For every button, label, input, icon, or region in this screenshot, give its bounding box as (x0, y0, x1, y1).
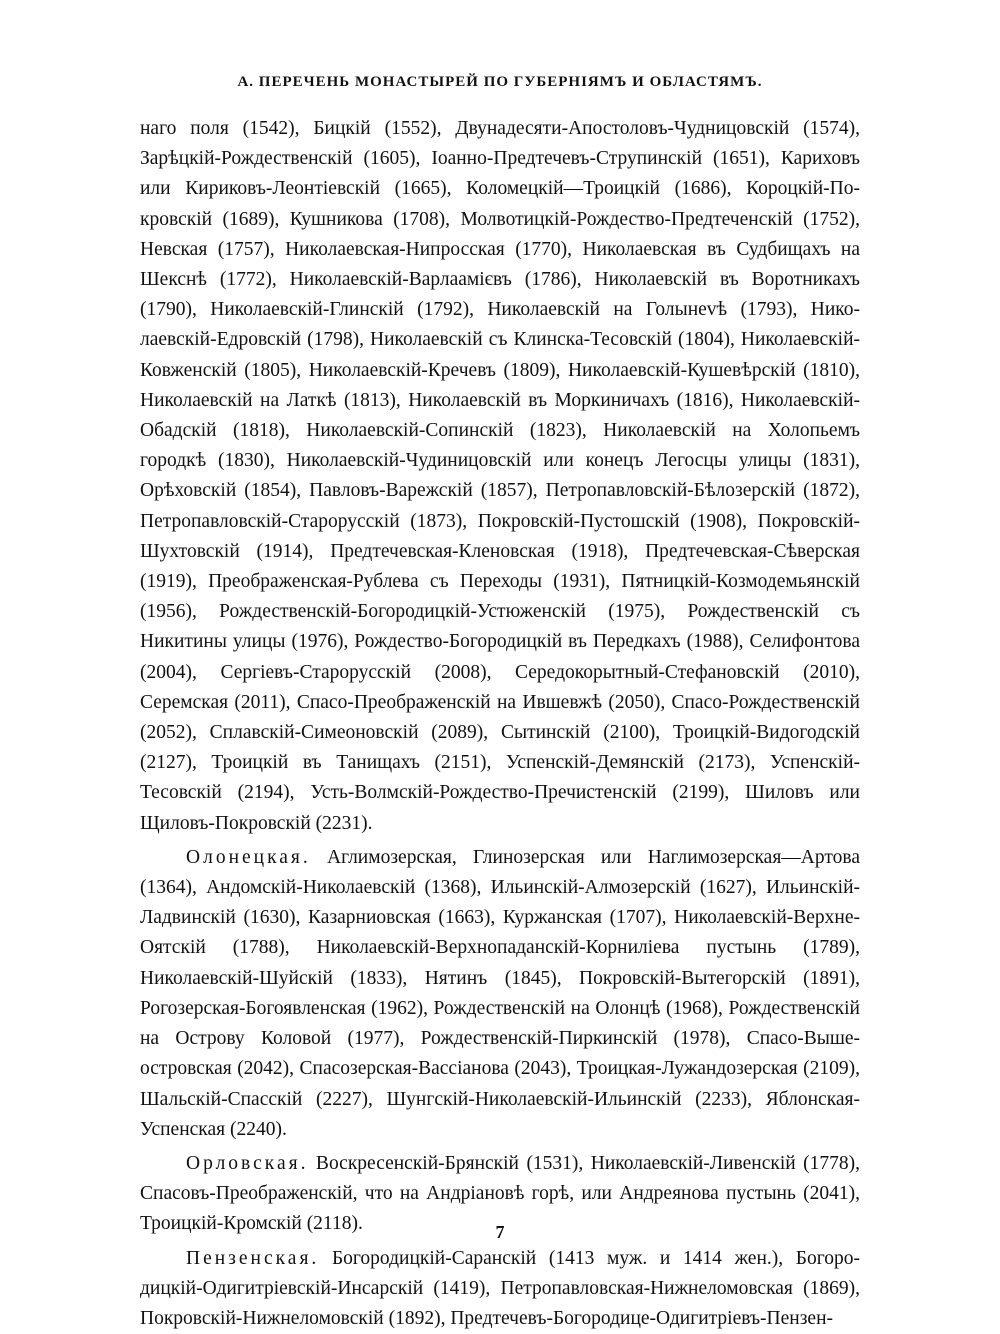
paragraph-text: Богородицкій-Саранскій (1413 муж. и 1414 жен.), Богородицкій-Одигитріевскій-Инсарскій (1419), Петропавловская-Нижнеломовская (1869), Покровскій-Нижнеломовскій (1892), Предтечевъ-Богородице-Одигитріевъ-Пензен- (140, 1247, 860, 1329)
governorate-name: Олонецкая. (186, 846, 311, 868)
governorate-name: Орловская. (186, 1152, 309, 1174)
governorate-name: Пензенская. (186, 1247, 320, 1269)
paragraph-penza (140, 1244, 860, 1334)
paragraph-novgorod-continued (140, 114, 860, 839)
paragraph-text: наго поля (1542), Бицкій (1552), Двунадесяти-Апостоловъ-Чудницовскій (1574), Зарѣцкій-Рождественскій (1605), Іоанно-Предтечевъ-Струпинскій (1651), Кариховъ или Кириковъ-Леонтіевскій (1665), Коломецкій—Троицкій (1686), Короцкій-Покровскій (1689), Кушникова (1708), Молвотицкій-Рождество-Предтеченскій (1752), Невская (1757), Николаевская-Нипросская (1770), Николаевская въ Судбищахъ на Шекснѣ (1772), Николаевскій-Варлаамієвъ (1786), Николаевскій въ Воротникахъ (1790), Николаевскій-Глинскій (1792), Николаевскій на Голынеvѣ (1793), Николаевскій-Едровскій (1798), Николаевскій съ Клинска-Тесовскій (1804), Николаевскій-Ковженскій (1805), Николаевскій-Кречевъ (1809), Николаевскій-Кушевѣрскій (1810), Николаевскій на Латкѣ (1813), Николаевскій въ Моркиничахъ (1816), Николаевскій-Обадскій (1818), Николаевскій-Сопинскій (1823), Николаевскій на Холопьемъ городкѣ (1830), Николаевскій-Чудиницовскій или конецъ Легосцы улицы (1831), Орѣховскій (1854), Павловъ-Варежскій (1857), Петропавловскій-Бѣлозерскій (1872), Петропавловскій-Старорусскій (1873), Покровскій-Пустошскій (1908), Покровскій-Шухтовскій (1914), Предтечевская-Кленовская (1918), Предтечевская-Сѣверская (1919), Преображенская-Рублева съ Переходы (1931), Пятницкій-Козмодемьянскій (1956), Рождественскій-Богородицкій-Устюженскій (1975), Рождественскій съ Никитины улицы (1976), Рождество-Богородицкій въ Передкахъ (1988), Селифонтова (2004), Сергіевъ-Старорусскій (2008), Середокорытный-Стефановскій (2010), Серемская (2011), Спасо-Преображенскій на Ившевжѣ (2050), Спасо-Рождественскій (2052), Сплавскій-Симеоновскій (2089), Сытинскій (2100), Троицкій-Видогодскій (2127), Троицкій въ Танищахъ (2151), Успенскій-Демянскій (2173), Успенскій-Тесовскій (2194), Усть-Волмскій-Рождество-Пречистенскій (2199), Шиловъ или Щиловъ-Покровскій (2231). (140, 118, 860, 834)
paragraph-olonets (140, 843, 860, 1145)
running-head: А. ПЕРЕЧЕНЬ МОНАСТЫРЕЙ ПО ГУБЕРНІЯМЪ И ОБЛАСТЯМЪ. (237, 74, 763, 90)
page-number: 7 (495, 1222, 505, 1242)
paragraph-text: Аглимозерская, Глинозерская или Наглимозерская—Артова (1364), Андомскій-Николаевскій (1368), Ильинскій-Алмозерскій (1627), Ильинскій-Ладвинскій (1630), Казарниовская (1663), Куржанская (1707), Николаевскій-Верхне-Оятскій (1788), Николаевскій-Верхнопаданскій-Корниліева пустынь (1789), Николаевскій-Шуйскій (1833), Нятинъ (1845), Покровскій-Вытегорскій (1891), Рогозерская-Богоявленская (1962), Рождественскій на Олонцѣ (1968), Рождественскій на Острову Коловой (1977), Рождественскій-Пиркинскій (1978), Спасо-Вышеостровская (2042), Спасозерская-Вассіанова (2043), Троицкая-Лужандозерская (2109), Шальскій-Спасскій (2227), Шунгскій-Николаевскій-Ильинскій (2233), Яблонская-Успенская (2240). (140, 846, 860, 1140)
paragraph-text: Воскресенскій-Брянскій (1531), Николаевскій-Ливенскій (1778), Спасовъ-Преображенскій, что на Андріановѣ горѣ, или Андреянова пустынь (2041), Троицкій-Кромскій (2118). (140, 1152, 860, 1235)
body-text (140, 114, 860, 1334)
